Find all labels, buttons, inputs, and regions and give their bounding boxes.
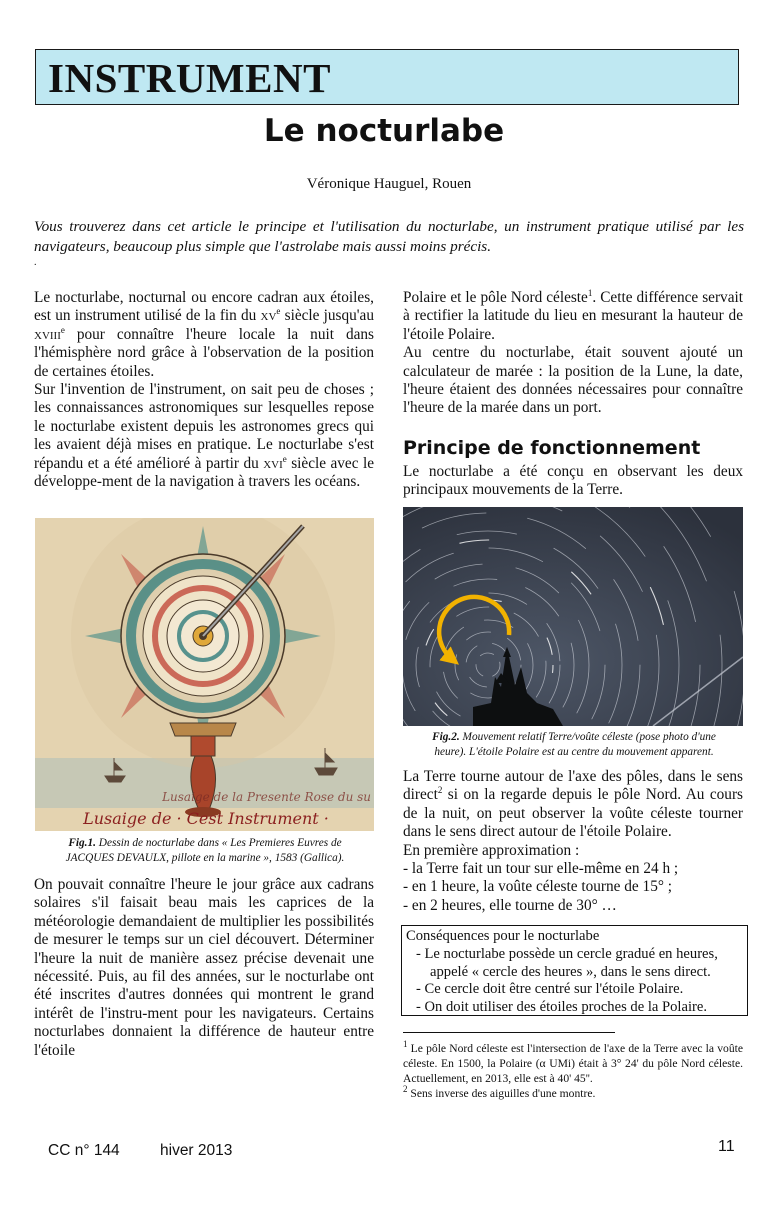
footnote-1: [403, 1041, 743, 1086]
page-number: 11: [718, 1138, 735, 1155]
stray-dot: .: [34, 257, 37, 268]
manuscript-text-2: Lusaige de · Cest Instrument ·: [83, 809, 329, 828]
section-title: INSTRUMENT: [48, 55, 331, 101]
nocturlabe-drawing: [35, 518, 374, 831]
list-item: - en 2 heures, elle tourne de 30° …: [403, 896, 617, 914]
section-heading: Principe de fonctionnement: [403, 437, 701, 459]
footnotes: [403, 1041, 743, 1101]
paragraph: Au centre du nocturlabe, était souvent ajouté un calculateur de marée : la position de la Lune, la date, l'heure étaient des données nécessaires pour connaître l'heure de la marée dans un port.: [403, 344, 743, 417]
box-item: - On doit utiliser des étoiles proches de la Polaire.: [416, 999, 707, 1016]
paragraph: En première approximation :: [403, 841, 580, 859]
article-intro: Vous trouverez dans cet article le principe et l'utilisation du nocturlabe, un instrument pratique utilisé par les navigateurs, beaucoup plus simple que l'astrolabe mais aussi moins précis.: [34, 218, 744, 255]
caption-text: Mouvement relatif Terre/voûte céleste (pose photo d'une: [459, 731, 716, 743]
paragraph: [34, 381, 374, 491]
text-run: La Terre tourne autour de l'axe des pôles, dans le sens direct: [403, 768, 743, 804]
paragraph: On pouvait connaître l'heure le jour grâce aux cadrans solaires s'il faisait beau mais les caprices de la météorologie demandaient de multiplier les possibilités de mesurer le temps sur un ciel découvert. Déterminer l'heure la nuit de manière assez précise devenait une nécessité. Puis, au fil des années, sur le nocturlabe ont été inscrites d'autres données qui montrent le grand intérêt de l'instru-ment pour les navigateurs. Certains nocturlabes donnaient la différence de hauteur entre l'étoile: [34, 876, 374, 1059]
text-run: . Cette différence servait à rectifier la latitude du lieu en mesurant la hauteur de l'étoile Polaire.: [403, 289, 743, 343]
footer-season: hiver 2013: [160, 1142, 233, 1159]
right-column-top: [403, 289, 743, 418]
manuscript-text-1: Lusaige de la Presente Rose du su: [162, 790, 371, 804]
caption-text: Dessin de nocturlabe dans « Les Premieres Euvres de: [95, 837, 342, 849]
text-run: Polaire et le pôle Nord céleste: [403, 289, 588, 306]
fig1-image: [35, 518, 374, 831]
footnote-number: 2: [403, 1084, 408, 1095]
superscript: e: [60, 324, 65, 335]
text-run: siècle jusqu'au: [280, 307, 374, 325]
fig1-label: Fig.1.: [68, 837, 96, 849]
roman-numeral: xvi: [263, 454, 283, 472]
paragraph: [34, 289, 374, 381]
section-banner: [35, 49, 739, 105]
star-trails-photo: [403, 507, 743, 726]
left-column-bottom: [34, 876, 374, 1060]
footnote-2: [403, 1086, 743, 1101]
footnote-ref: 1: [587, 287, 593, 298]
right-column-lower: [403, 768, 743, 915]
caption-text: JACQUES DEVAULX, pillote en la marine », 1583 (Gallica).: [65, 852, 345, 864]
list-item: - la Terre fait un tour sur elle-même en 24 h ;: [403, 860, 679, 878]
roman-numeral: xviii: [34, 325, 61, 343]
box-item: appelé « cercle des heures », dans le sens direct.: [430, 963, 711, 980]
left-column-top: [34, 289, 374, 491]
footnote-number: 1: [403, 1039, 408, 1050]
text-run: siècle avec le développe-ment de la navigation à travers les océans.: [34, 454, 374, 491]
text-run: si on la regarde depuis le pôle Nord. Au cours de la nuit, on peut observer la voûte céleste tourner dans le sens direct autour de l'étoile Polaire.: [403, 786, 743, 841]
paragraph: [403, 289, 743, 344]
article-title: Le nocturlabe: [263, 113, 505, 149]
article-author: Véronique Hauguel, Rouen: [306, 176, 472, 192]
text-run: pour connaître l'heure locale la nuit dans l'hémisphère nord grâce à l'observation de la position de certaines étoiles.: [34, 325, 374, 380]
right-column-intro: [403, 463, 743, 500]
text-run: Le nocturlabe, nocturnal ou encore cadran aux étoiles, est un instrument utilisé de la fin du: [34, 289, 374, 325]
paragraph: Le nocturlabe a été conçu en observant les deux principaux mouvements de la Terre.: [403, 463, 743, 499]
caption-text: heure). L'étoile Polaire est au centre du mouvement apparent.: [434, 746, 714, 758]
fig2-caption: [403, 730, 745, 760]
consequences-box: [401, 925, 748, 1016]
paragraph: [403, 768, 743, 842]
roman-numeral: xv: [260, 307, 277, 325]
superscript: e: [276, 306, 281, 317]
footnote-separator: [403, 1032, 615, 1033]
fig2-image: [403, 507, 743, 726]
footnote-text: Le pôle Nord céleste est l'intersection de l'axe de la Terre avec la voûte céleste. En 1500, la Polaire (α UMi) était à 3° 24' du pôle Nord céleste. Actuellement, en 2013, elle est à 40' 45''.: [403, 1042, 743, 1085]
text-run: Sur l'invention de l'instrument, on sait peu de choses ; les connaissances astronomiques sur lesquelles repose le nocturlabe existent depuis les astronomes grecs qui les avaient déjà mises en pratique. Le nocturlabe s'est répandu et a été amélioré à partir du: [34, 381, 374, 472]
box-title: Conséquences pour le nocturlabe: [406, 928, 600, 944]
box-item: - Le nocturlabe possède un cercle gradué en heures,: [416, 945, 718, 962]
superscript: e: [282, 453, 287, 464]
fig1-caption: [34, 836, 376, 866]
list-item: - en 1 heure, la voûte céleste tourne de 15° ;: [403, 878, 673, 896]
fig2-label: Fig.2.: [432, 731, 460, 743]
footnote-ref: 2: [437, 785, 443, 796]
box-item: - Ce cercle doit être centré sur l'étoile Polaire.: [416, 981, 684, 998]
footnote-text: Sens inverse des aiguilles d'une montre.: [407, 1087, 596, 1100]
footer-issue: CC n° 144: [48, 1142, 120, 1159]
